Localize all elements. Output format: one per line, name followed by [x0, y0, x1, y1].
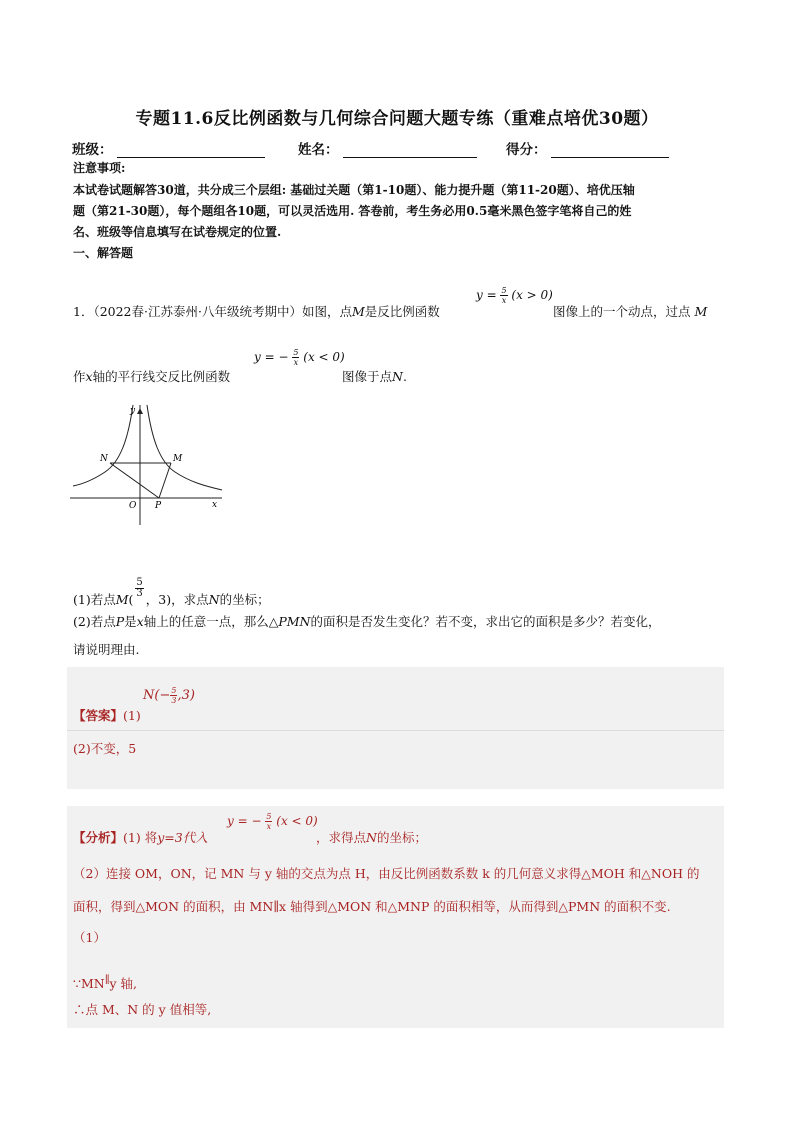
var-n: N [208, 592, 220, 607]
question-text: 的坐标； [219, 592, 270, 607]
notice-line-2: 题（第21-30题），每个题组各10题，可以灵活选用. 答卷前，考生务必用0.5毫米黑色签字笔将自己的姓 [73, 204, 632, 218]
analysis-text: 的坐标； [376, 830, 427, 845]
question-text: . [402, 369, 407, 384]
var-x: x [136, 614, 144, 629]
fraction [500, 286, 507, 305]
class-field [72, 138, 265, 158]
denominator: x [293, 358, 299, 367]
denominator: x [501, 296, 507, 305]
formula-positive [476, 286, 553, 305]
var-p: P [115, 614, 125, 629]
analysis-line-3: 面积，得到△MON 的面积，由 MN∥x 轴得到△MON 和△MNP 的面积相等，从而得到△PMN 的面积不变. [73, 899, 671, 914]
score-field [506, 138, 669, 158]
y-label: y [130, 406, 136, 416]
x-label: x [212, 500, 218, 510]
answer-part-2: (2)不变，5 [73, 741, 137, 756]
var-n: N [366, 830, 377, 845]
analysis-line-5 [73, 970, 137, 994]
numerator: 5 [293, 348, 299, 357]
notice-line-3: 名、班级等信息填写在试卷规定的位置. [73, 225, 282, 239]
fraction [292, 348, 299, 367]
page-title: 专题11.6反比例函数与几何综合问题大题专练（重难点培优30题） [135, 109, 659, 129]
var-pmn: PMN [278, 614, 311, 629]
notice-heading: 注意事项: [73, 161, 126, 175]
answer-label: 【答案】 [73, 708, 124, 723]
class-blank[interactable] [117, 143, 265, 158]
point-n-label: N [100, 454, 108, 464]
numerator: 5 [266, 812, 272, 821]
var-x: x [85, 369, 93, 384]
formula-condition: (x > 0) [511, 288, 553, 302]
name-field [298, 138, 477, 158]
formula-condition: (x < 0) [303, 350, 345, 364]
analysis-label: 【分析】 [73, 830, 124, 845]
question-text: 1．（2022春·江苏泰州·八年级统考期中）如图，点 [73, 304, 352, 319]
numerator: 5 [171, 686, 177, 695]
answer-value-lhs: N(− [143, 688, 171, 703]
class-label: 班级： [72, 142, 113, 158]
question-text: 是反比例函数 [364, 304, 440, 319]
segment-mp [159, 463, 171, 498]
score-label: 得分： [506, 142, 547, 158]
answer-part-1: (1) [123, 708, 141, 723]
parallel-symbol: ∥ [104, 974, 110, 986]
score-blank[interactable] [551, 143, 669, 158]
question-text: 轴上的任意一点，那么△ [143, 614, 279, 629]
analysis-line-1-end [316, 828, 427, 848]
analysis-text: y 轴, [109, 976, 138, 992]
question-part-2 [73, 612, 728, 630]
notice-line-1: 本试卷试题解答30道，共分成三个层组: 基础过关题（第1-10题）、能力提升题（第11-20题）、培优压轴 [73, 183, 635, 197]
y-axis-arrow [137, 408, 143, 414]
name-blank[interactable] [343, 143, 477, 158]
question-line-1-end [553, 302, 707, 320]
answer-value-rhs: ,3) [177, 688, 195, 703]
question-text: (1)若点 [73, 592, 116, 607]
question-text: 作 [73, 369, 86, 384]
denominator: 3 [171, 696, 177, 705]
right-branch [147, 405, 222, 490]
question-text: 图像于点 [342, 369, 393, 384]
analysis-text: (1) 将 [123, 830, 158, 845]
formula-lhs: y = [476, 288, 497, 302]
fraction [135, 578, 143, 599]
numerator: 5 [501, 286, 507, 295]
var-m: M [351, 304, 365, 319]
question-text: ，3)，求点 [145, 592, 209, 607]
hyperbola-figure [70, 400, 230, 530]
point-m-label: M [173, 454, 183, 464]
question-text: 轴的平行线交反比例函数 [92, 369, 231, 384]
question-part-2-cont: 请说明理由. [73, 642, 140, 657]
answer-line-1 [73, 706, 141, 724]
formula-negative [254, 348, 345, 367]
formula-condition: (x < 0) [276, 814, 318, 828]
analysis-line-6: ∴点 M、N 的 y 值相等, [73, 1002, 212, 1017]
analysis-text: ，求得点 [316, 830, 367, 845]
question-text: 的面积是否发生变化？若不变，求出它的面积是多少？若变化， [310, 614, 661, 629]
answer-part-1-value [143, 686, 195, 705]
fraction [265, 812, 272, 831]
segment-np [110, 463, 159, 498]
var-m: M [694, 304, 708, 319]
section-heading: 一、解答题 [73, 246, 134, 260]
question-text: 是 [124, 614, 137, 629]
name-label: 姓名： [298, 142, 339, 158]
question-part-1: (1)若点M( $\frac{5}{3}$ ，3)，求点N的坐标； [73, 577, 270, 607]
analysis-line-1 [73, 828, 208, 848]
answer-divider [67, 730, 724, 731]
analysis-line-4: （1） [73, 930, 106, 945]
left-branch [73, 405, 133, 486]
numerator: 5 [136, 577, 143, 588]
analysis-line-2: （2）连接 OM，ON，记 MN 与 y 轴的交点为点 H，由反比例函数系数 k 的几何意义求得△MOH 和△NOH 的 [73, 866, 700, 881]
var-n: N [392, 369, 403, 384]
origin-label: O [129, 501, 137, 511]
point-p-label: P [155, 501, 162, 511]
analysis-text: ∵MN [73, 976, 105, 992]
formula-lhs: y = − [254, 350, 289, 364]
question-line-2-end [342, 367, 407, 385]
analysis-formula [227, 812, 318, 831]
var-m: M [115, 592, 129, 607]
denominator: x [266, 822, 272, 831]
denominator: 3 [136, 588, 143, 599]
analysis-text: y=3代入 [157, 830, 208, 845]
question-text: 图像上的一个动点，过点 [553, 304, 691, 319]
formula-lhs: y = − [227, 814, 262, 828]
question-text: (2)若点 [73, 614, 116, 629]
question-line-2 [73, 367, 230, 385]
